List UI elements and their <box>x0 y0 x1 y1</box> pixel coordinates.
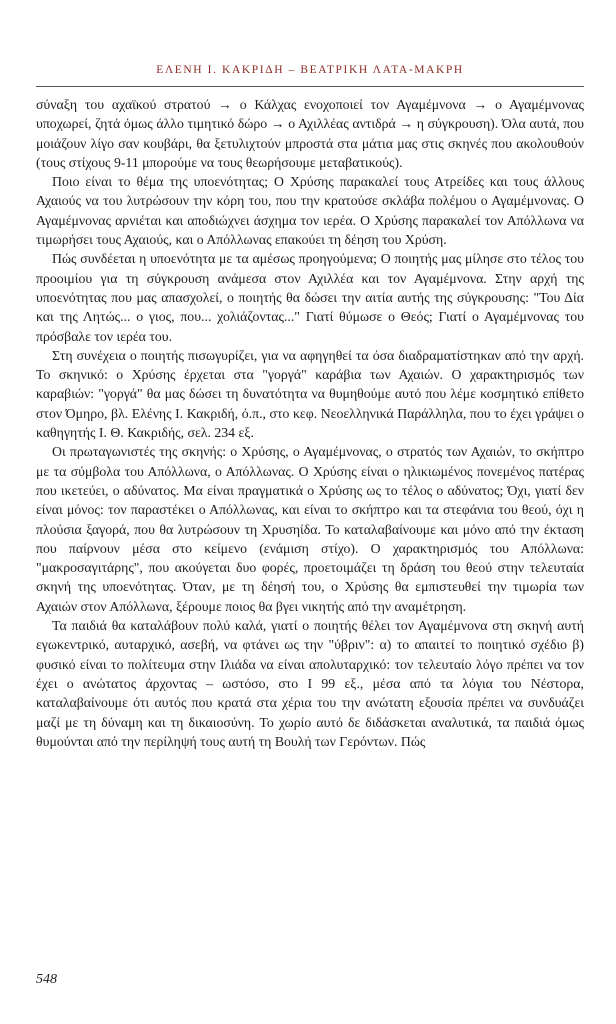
paragraph-connection: Πώς συνδέεται η υποενότητα με τα αμέσως προηγούμενα; Ο ποιητής μας μίλησε στο τέλος του προοιμίου για τη σύγκρουση ανάμεσα στον Αχιλλέα και τον Αγαμέμνονα. Στην αρχή της υποενότητας που μας απασχολεί, ο ποιητής θα δώσει την αιτία αυτής της σύγκρουσης: "Του Δία και της Λητώς... ο γιος, που... χολιάζοντας..." Γιατί θύμωσε ο Θεός; Γιατί ο Αγαμέμνονας του πρόσβαλε τον ιερέα του. <box>36 251 584 344</box>
paragraph-continuation: σύναξη του αχαϊκού στρατού → ο Κάλχας ενοχοποιεί τον Αγαμέμνονα → ο Αγαμέμνονας υποχωρεί, ζητά όμως άλλο τιμητικό δώρο → ο Αχιλλέας αντιδρά → η σύγκρουση). Όλα αυτά, που μοιάζουν λίγο σαν κουβάρι, θα ξετυλιχτούν μπροστά στα μάτια μας στις σκηνές που ακολουθούν (τους στίχους 9-11 μπορούμε να τους θεωρήσουμε μεταβατικούς). <box>36 97 584 170</box>
paragraph-theme: Ποιο είναι το θέμα της υποενότητας; Ο Χρύσης παρακαλεί τους Ατρείδες και τους άλλους Αχαιούς να του λυτρώσουν την κόρη του, που την κρατούσε σκλάβα πολέμου ο Αγαμέμνονας. Ο Αγαμέμνονας αρνιέται και αποδιώχνει άσχημα τον ιερέα. Ο Χρύσης παρακαλεί τον Απόλλωνα να τιμωρήσει τους Αχαιούς, και ο Απόλλωνας επακούει τη δέηση του Χρύση. <box>36 174 584 248</box>
paragraph-setting: Στη συνέχεια ο ποιητής πισωγυρίζει, για να αφηγηθεί τα όσα διαδραματίστηκαν από την αρχή. Το σκηνικό: ο Χρύσης έρχεται στα "γοργά" καράβια των Αχαιών. Ο χαρακτηρισμός των καραβιών: "γοργά" θα μας δώσει τη δυνατότητα να θυμηθούμε αυτό που λέμε κοσμητικό επίθετο στον Όμηρο, βλ. Ελένης Ι. Κακριδή, ό.π., στο κεφ. Νεοελληνικά Παράλληλα, που το έχει γράψει ο καθηγητής Ι. Θ. Κακριδής, σελ. 234 εξ. <box>36 347 584 441</box>
page-number: 548 <box>36 972 57 987</box>
running-header: ΕΛΕΝΗ Ι. ΚΑΚΡΙΔΗ – ΒΕΑΤΡΙΚΗ ΛΑΤΑ-ΜΑΚΡΗ <box>156 64 464 76</box>
header-divider <box>36 86 584 87</box>
paragraph-protagonists: Οι πρωταγωνιστές της σκηνής: ο Χρύσης, ο Αγαμέμνονας, ο στρατός των Αχαιών, το σκήπτρο με τα σύμβολα του Απόλλωνα, ο Απόλλωνας. Ο Χρύσης είναι ο ηλικιωμένος πονεμένος πατέρας που ικετεύει, ο αδύνατος. Μα είναι πραγματικά ο Χρύσης ως το τέλος ο αδύνατος; Όχι, γιατί δεν είναι μόνος: τον παραστέκει ο Απόλλωνας, και είναι το σκήπτρο και τα στεφάνια του θεού, όχι η πλούσια ξαγορά, που θα λυτρώσουν τη Χρυσηίδα. Το καταλαβαίνουμε και μόνο από την έκταση που παίρνουν μέσα στο κείμενο (ενάμιση στίχο). Ο χαρακτηρισμός του Απόλλωνα: "μακροσαγιτάρης", που ακούγεται δυο φορές, προετοιμάζει τη δράση του θεού στην τελευταία σκηνή της υποενότητας. Όταν, με τη δέησή του, ο Χρύσης θα εμπιστευθεί την τιμωρία των Αχαιών στον Απόλλωνα, ξέρουμε ποιος θα βγει νικητής από την αναμέτρηση. <box>36 444 584 614</box>
paragraph-agamemnon: Τα παιδιά θα καταλάβουν πολύ καλά, γιατί ο ποιητής θέλει τον Αγαμέμνονα στη σκηνή αυτή εγωκεντρικό, αυταρχικό, ασεβή, να φτάνει ως την "ύβριν": α) το απαιτεί το ποιητικό σχέδιο β) φυσικό είναι το πολίτευμα στην Ιλιάδα να είναι απολυταρχικό: τον τελευταίο λόγο πρέπει να τον έχει ο ανώτατος άρχοντας – ωστόσο, στο Ι 99 εξ., μέσα από τα λόγια του Νέστορα, καταλαβαίνουμε ότι αυτός που κρατά στα χέρια του την ανώτατη εξουσία πρέπει να συνδυάζει μαζί με τη δύναμη και τη δικαιοσύνη. Το χωρίο αυτό δε διδάσκεται αναλυτικά, τα παιδιά όμως θυμούνται από την περίληψή τους αυτή τη Βουλή των Γερόντων. Πώς <box>36 618 584 749</box>
body-text <box>36 95 584 751</box>
